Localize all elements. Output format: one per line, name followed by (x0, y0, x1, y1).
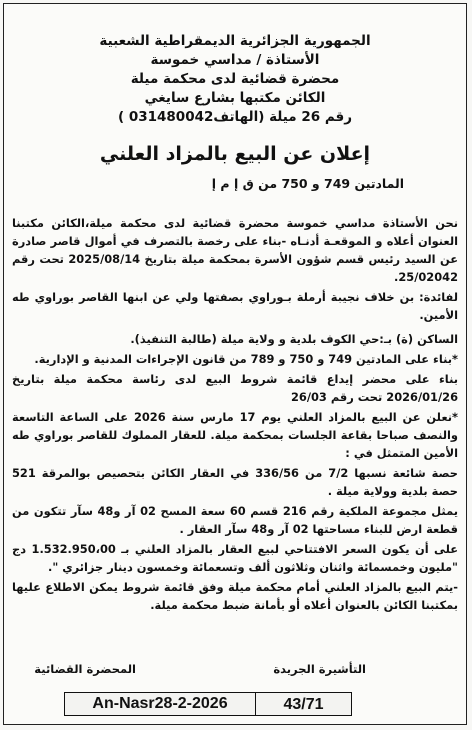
body-paragraph-beneficiary: لفائدة: بن خلاف نجيبة أرملة بـوراوي بصفتها ولي عن ابنها القاصر بوراوي طه الأمين. (12, 290, 458, 322)
header-line-phone: رقم 26 ميلة (الهاتف031480042 ) (117, 109, 353, 125)
notice-body (12, 214, 458, 614)
body-paragraph-deposit: بناء على محضر إيداع قائمة شروط البيع لدى رئاسة محكمة ميلة بتاريخ 2026/01/26 تحت رقم 26/03 (12, 372, 458, 404)
header-block (4, 32, 466, 127)
publication-reference: An-Nasr28-2-2026 (65, 693, 256, 715)
body-paragraph-articles: *بناء على المادتين 749 و 750 و 789 من قانون الإجراءات المدنية و الإدارية. (34, 352, 458, 366)
header-line-name: الأستاذة / مداسي خموسة (150, 52, 320, 68)
header-line-office: الكائن مكتبها بشارع سايغي (144, 90, 326, 106)
publication-number: 43/71 (283, 695, 324, 713)
body-paragraph-auction-date: *نعلن عن البيع بالمزاد العلني يوم 17 مارس سنة 2026 على الساعة التاسعة والنصف صباحا بقاعة الجلسات بمحكمة ميلة. للعقار المملوك للقاصر بوراوي طه الأمين المتمثل في : (12, 410, 458, 460)
body-paragraph-price: على أن يكون السعر الافتتاحي لبيع العقار بالمزاد العلني بـ 1.532.950،00 دج "مليون وخمسمائة واثنان وثلاثون ألف وتسعمائة وخمسون دينار جزائري ". (12, 542, 458, 574)
body-paragraph-share: حصة شائعة نسبها 7/2 من 336/56 في العقار الكائن بتحصيص بوالمرقة 521 حصة بلدية وولاية ميلة . (12, 466, 458, 498)
notice-title: إعلان عن البيع بالمزاد العلني (99, 143, 371, 165)
notice-frame (3, 3, 467, 725)
body-paragraph-property: يمثل مجموعة الملكية رقم 216 قسم 60 سعة المسح 02 آر و48 سآر تتكون من قطعة ارض للبناء مساحتها 02 آر و48 سآر العقار . (12, 504, 458, 536)
publication-footer (64, 692, 352, 716)
body-paragraph-residence: الساكن (ة) بـ:حي الكوف بلدية و ولاية ميلة (طالبة التنفيذ). (130, 332, 458, 346)
body-paragraph-conditions: -يتم البيع بالمزاد العلني أمام محكمة ميلة وفق قائمة شروط يمكن الاطلاع عليها بمكتبنا الكائن بالعنوان أعلاه أو بأمانة ضبط محكمة ميلة. (12, 580, 458, 612)
body-paragraph-intro: نحن الأستاذة مداسي خموسة محضرة قضائية لدى محكمة ميلة،الكائن مكتبنا العنوان أعلاه و الموقعـة أدنـاه -بناء على رخصة بالتصرف في أموال قاصر صادرة عن السيد رئيس قسم شؤون الأسرة بمحكمة ميلة بتاريخ 2025/08/14 تحت رقم 25/02042. (12, 216, 458, 284)
signature-newspaper: التأشيرة الجريدة (273, 662, 366, 676)
notice-subtitle: المادتين 749 و 750 من ق إ م إ (211, 176, 404, 191)
header-line-republic: الجمهورية الجزائرية الديمقراطية الشعبية (99, 33, 371, 49)
header-line-role: محضرة قضائية لدى محكمة ميلة (130, 71, 340, 87)
signature-bailiff: المحضرة القضائية (34, 662, 136, 676)
